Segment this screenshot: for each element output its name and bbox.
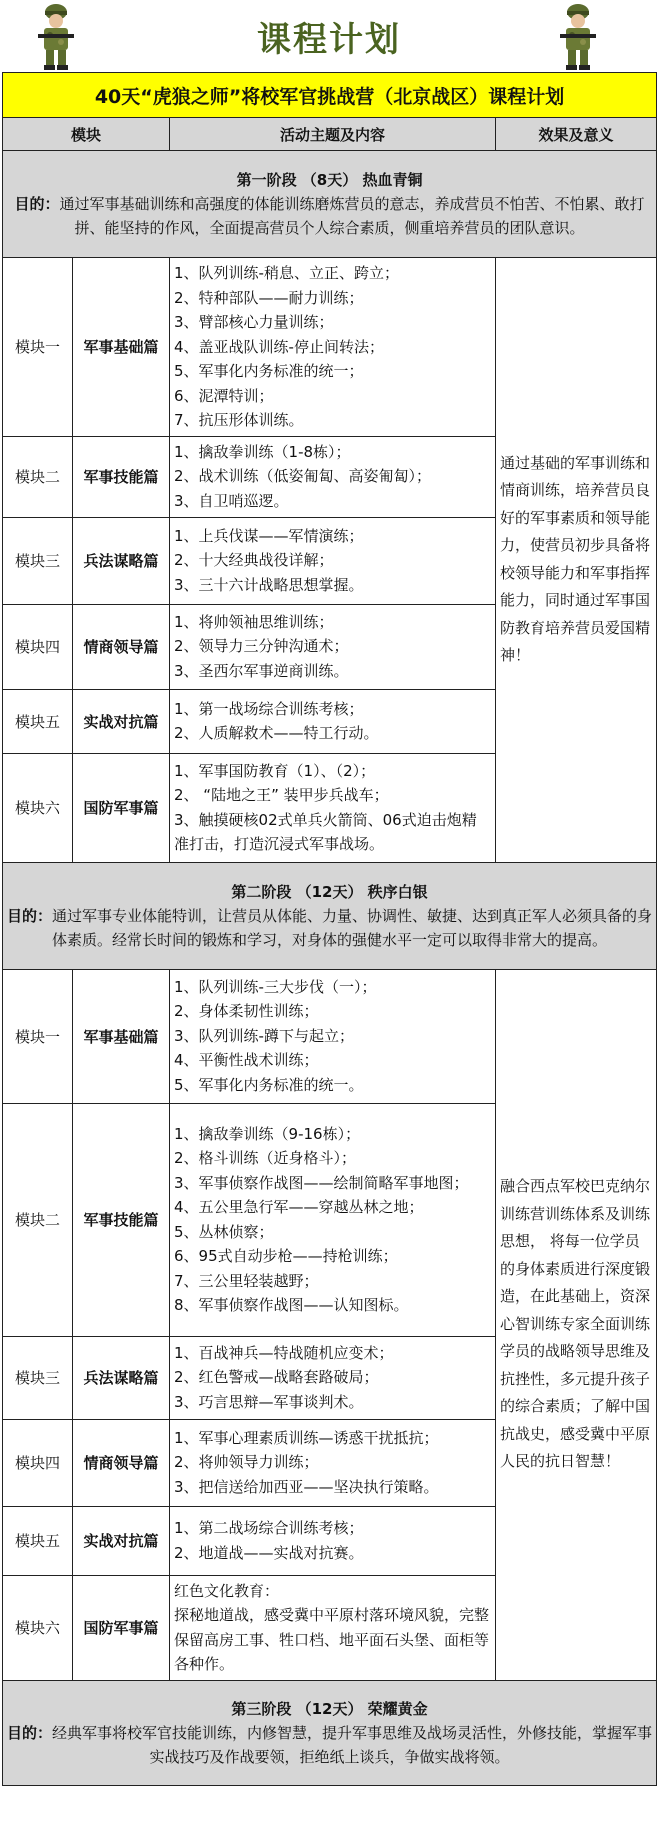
- module-content: [170, 1103, 496, 1336]
- content-item: 2、人质解救术——特工行动。: [174, 724, 379, 742]
- content-item: 6、泥潭特训；: [174, 386, 274, 405]
- stage-title: 第二阶段 （12天） 秩序白银: [231, 882, 428, 901]
- column-header-row: [3, 118, 657, 151]
- column-header-content: 活动主题及内容: [170, 118, 496, 151]
- content-item: 2、身体柔韧性训练；: [174, 1002, 319, 1021]
- module-name: 国防军事篇: [73, 753, 170, 862]
- page-title: 课程计划: [257, 20, 401, 60]
- stage-header: [3, 151, 657, 258]
- table-row: [3, 258, 657, 437]
- stage-goal-text: 经典军事将校军官技能训练，内修智慧，提升军事思维及战场灵活性，外修技能，掌握军事实战技巧及作战要领，拒绝纸上谈兵，争做实战将领。: [52, 1723, 653, 1766]
- module-name: 情商领导篇: [73, 604, 170, 689]
- content-item: 2、领导力三分钟沟通术；: [174, 637, 349, 656]
- module-id: 模块四: [3, 604, 73, 689]
- module-name: 兵法谋略篇: [73, 517, 170, 604]
- module-id: 模块三: [3, 1336, 73, 1419]
- module-content: [170, 753, 496, 862]
- content-item: 3、队列训练-蹲下与起立；: [174, 1026, 354, 1045]
- module-content: [170, 1336, 496, 1419]
- module-id: 模块六: [3, 1575, 73, 1680]
- stage-goal-label: 目的：: [7, 1723, 53, 1742]
- content-item: 5、军事化内务标准的统一。: [174, 1075, 364, 1094]
- content-item: 4、平衡性战术训练；: [174, 1051, 319, 1070]
- stage-goal: [3, 192, 656, 240]
- module-id: 模块五: [3, 689, 73, 753]
- stage-header: [3, 862, 657, 969]
- stage-title: 第一阶段 （8天） 热血青铜: [236, 171, 423, 189]
- module-id: 模块一: [3, 969, 73, 1103]
- module-name: 军事技能篇: [73, 436, 170, 517]
- module-name: 军事基础篇: [73, 969, 170, 1103]
- module-id: 模块四: [3, 1419, 73, 1506]
- banner-row: [3, 73, 657, 118]
- stage-goal: [3, 1721, 656, 1769]
- stage-title: 第三阶段 （12天） 荣耀黄金: [231, 1699, 428, 1718]
- module-content: [170, 258, 496, 437]
- content-item: 7、三公里轻装越野；: [174, 1271, 319, 1290]
- content-item: 1、队列训练-三大步伐（一）；: [174, 977, 377, 996]
- module-content: [170, 689, 496, 753]
- content-item: 5、军事化内务标准的统一；: [174, 362, 364, 380]
- module-content: [170, 969, 496, 1103]
- content-item: 3、三十六计战略思想掌握。: [174, 575, 364, 594]
- module-id: 模块五: [3, 1506, 73, 1575]
- content-item: 1、队列训练-稍息、立正、跨立；: [174, 264, 399, 282]
- soldier-icon: [556, 2, 600, 72]
- course-plan-table: [2, 72, 657, 1786]
- module-content: [170, 604, 496, 689]
- module-content: [170, 436, 496, 517]
- content-item: 2、红色警戒—战略套路破局；: [174, 1368, 379, 1387]
- column-header-module: 模块: [3, 118, 170, 151]
- content-item: 2、 “陆地之王” 装甲步兵战车；: [174, 786, 389, 804]
- module-id: 模块二: [3, 436, 73, 517]
- content-item: 4、五公里急行军——穿越丛林之地；: [174, 1198, 424, 1216]
- column-header-effect: 效果及意义: [496, 118, 657, 151]
- content-item: 3、军事侦察作战图——绘制简略军事地图；: [174, 1173, 469, 1192]
- content-item: 4、盖亚战队训练-停止间转法；: [174, 337, 384, 356]
- content-item: 3、圣西尔军事逆商训练。: [174, 661, 349, 680]
- content-item: 1、军事国防教育（1）、（2）；: [174, 761, 376, 780]
- content-item: 3、触摸硬核02式单兵火箭筒、06式迫击炮精准打击，打造沉浸式军事战场。: [174, 810, 477, 853]
- table-row: [3, 969, 657, 1103]
- content-item: 1、第二战场综合训练考核；: [174, 1519, 364, 1537]
- content-item: 1、上兵伐谋——军情演练；: [174, 526, 364, 545]
- content-item: 1、第一战场综合训练考核；: [174, 699, 364, 718]
- content-item: 2、地道战——实战对抗赛。: [174, 1543, 364, 1562]
- content-item: 红色文化教育：: [174, 1581, 280, 1600]
- content-item: 2、格斗训练（近身格斗）；: [174, 1149, 357, 1167]
- header: [0, 0, 658, 72]
- content-item: 2、将帅领导力训练；: [174, 1453, 319, 1472]
- content-item: 3、自卫哨巡逻。: [174, 491, 289, 510]
- content-item: 5、丛林侦察；: [174, 1222, 274, 1241]
- module-name: 军事技能篇: [73, 1103, 170, 1336]
- content-item: 1、擒敌拳训练（1-8栋）；: [174, 442, 351, 461]
- content-item: 7、抗压形体训练。: [174, 411, 304, 429]
- content-item: 探秘地道战，感受冀中平原村落环境风貌，完整保留高房工事、牲口档、地平面石头堡、面柜等各种作。: [174, 1606, 490, 1673]
- module-name: 实战对抗篇: [73, 689, 170, 753]
- content-item: 2、十大经典战役详解；: [174, 551, 334, 570]
- module-id: 模块二: [3, 1103, 73, 1336]
- content-item: 3、臂部核心力量训练；: [174, 313, 334, 331]
- stage-goal: [3, 904, 656, 952]
- content-item: 1、将帅领袖思维训练；: [174, 612, 334, 631]
- stage-effect: 通过基础的军事训练和情商训练，培养营员良好的军事素质和领导能力，使营员初步具备将校领导能力和军事指挥能力，同时通过军事国防教育培养营员爱国精神！: [496, 258, 657, 863]
- module-name: 实战对抗篇: [73, 1506, 170, 1575]
- content-item: 8、军事侦察作战图——认知图标。: [174, 1296, 409, 1314]
- content-item: 2、战术训练（低姿匍匐、高姿匍匐）；: [174, 467, 432, 486]
- content-item: 1、军事心理素质训练—诱惑干扰抵抗；: [174, 1428, 439, 1447]
- stage-effect: 融合西点军校巴克纳尔训练营训练体系及训练思想， 将每一位学员的身体素质进行深度锻造，在此基础上，资深心智训练专家全面训练学员的战略领导思维及抗挫性，多元提升孩子的综合素质；了解中国抗战史，感受冀中平原人民的抗日智慧！: [496, 969, 657, 1680]
- stage-goal-text: 通过军事基础训练和高强度的体能训练磨炼营员的意志，养成营员不怕苦、不怕累、敢打拼、能坚持的作风，全面提高营员个人综合素质，侧重培养营员的团队意识。: [59, 195, 645, 237]
- module-name: 兵法谋略篇: [73, 1336, 170, 1419]
- content-item: 3、把信送给加西亚——坚决执行策略。: [174, 1477, 439, 1496]
- content-item: 1、擒敌拳训练（9-16栋）；: [174, 1124, 361, 1143]
- content-item: 3、巧言思辩—军事谈判术。: [174, 1392, 364, 1411]
- module-content: [170, 1506, 496, 1575]
- stage-header: [3, 1680, 657, 1785]
- module-id: 模块一: [3, 258, 73, 437]
- content-item: 6、95式自动步枪——持枪训练；: [174, 1247, 398, 1265]
- module-name: 国防军事篇: [73, 1575, 170, 1680]
- banner-title: 40天“虎狼之师”将校军官挑战营（北京战区）课程计划: [3, 73, 657, 118]
- stage-goal-label: 目的：: [7, 906, 53, 925]
- content-item: 1、百战神兵—特战随机应变术；: [174, 1343, 394, 1362]
- module-content: [170, 517, 496, 604]
- module-id: 模块六: [3, 753, 73, 862]
- stage-goal-text: 通过军事专业体能特训，让营员从体能、力量、协调性、敏捷、达到真正军人必须具备的身体素质。经常长时间的锻炼和学习，对身体的强健水平一定可以取得非常大的提高。: [52, 906, 653, 949]
- module-id: 模块三: [3, 517, 73, 604]
- module-content: [170, 1575, 496, 1680]
- stage-goal-label: 目的：: [14, 195, 60, 213]
- content-item: 2、特种部队——耐力训练；: [174, 288, 364, 307]
- module-name: 军事基础篇: [73, 258, 170, 437]
- module-name: 情商领导篇: [73, 1419, 170, 1506]
- module-content: [170, 1419, 496, 1506]
